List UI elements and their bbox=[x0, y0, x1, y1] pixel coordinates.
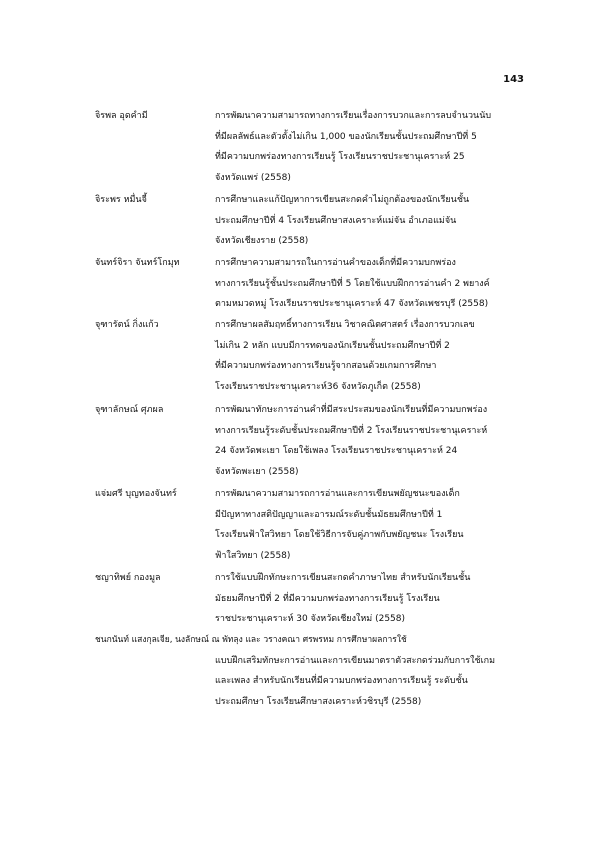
entry-title bbox=[215, 400, 537, 482]
entry-author: จิระพร หมื่นจี้ bbox=[95, 195, 147, 205]
entry-line: ราชประชานุเคราะห์ 30 จังหวัดเชียงใหม่ (2558) bbox=[215, 614, 406, 624]
entry-line: การศึกษาและแก้ปัญหาการเขียนสะกดคำไม่ถูกต้องของนักเรียนชั้น bbox=[215, 195, 470, 205]
entry-first-line bbox=[95, 630, 540, 651]
entry-line: การศึกษาผลการใช้ bbox=[336, 635, 407, 645]
entry-line: ที่มีความบกพร่องทางการเรียนรู้ โรงเรียนราชประชานุเคราะห์ 25 bbox=[215, 152, 465, 162]
entry-line: ทางการเรียนรู้ระดับชั้นประถมศึกษาปีที่ 2 โรงเรียนราชประชานุเคราะห์ bbox=[215, 425, 488, 436]
page-number: 143 bbox=[503, 74, 524, 85]
entry-author: ชญาทิพย์ กองมูล bbox=[95, 573, 161, 583]
entry-title bbox=[215, 568, 537, 630]
entry-line: แบบฝึกเสริมทักษะการอ่านและการเขียนมาตราตัวสะกดร่วมกับการใช้เกม bbox=[215, 655, 496, 666]
entry-line: มัธยมศึกษาปีที่ 2 ที่มีความบกพร่องทางการเรียนรู้ โรงเรียน bbox=[215, 593, 440, 604]
entry-line: โรงเรียนฟ้าใสวิทยา โดยใช้วิธีการจับคู่ภาพกับพยัญชนะ โรงเรียน bbox=[215, 530, 464, 540]
entry-line: ที่มีความบกพร่องทางการเรียนรู้จากสอนด้วยเกมการศึกษา bbox=[215, 361, 437, 371]
entry-line: และเพลง สำหรับนักเรียนที่มีความบกพร่องทางการเรียนรู้ ระดับชั้น bbox=[215, 676, 468, 686]
entry-line: จังหวัดเชียงราย (2558) bbox=[215, 236, 309, 246]
entry-title bbox=[215, 315, 537, 397]
entry-line: มีปัญหาทางสติปัญญาและอารมณ์ระดับชั้นมัธยมศึกษาปีที่ 1 bbox=[215, 509, 443, 520]
entry-title bbox=[215, 484, 537, 566]
entry-line: ที่มีผลลัพธ์และตัวตั้งไม่เกิน 1,000 ของนักเรียนชั้นประถมศึกษาปีที่ 5 bbox=[215, 131, 477, 142]
entry-line: ทางการเรียนรู้ชั้นประถมศึกษาปีที่ 5 โดยใช้แบบฝึกการอ่านคำ 2 พยางค์ bbox=[215, 278, 490, 289]
entry-author: จุฑาลักษณ์ ศุภผล bbox=[95, 405, 164, 415]
entry-line: การพัฒนาความสามารถการอ่านและการเขียนพยัญชนะของเด็ก bbox=[215, 489, 460, 499]
entry-title bbox=[215, 253, 537, 315]
entry-line: การพัฒนาความสามารถทางการเรียนเรื่องการบวกและการลบจำนวนนับ bbox=[215, 111, 492, 121]
entry-author: แจ่มศรี บุญทองจันทร์ bbox=[95, 489, 177, 499]
entry-author: จิรพล อุดคำมี bbox=[95, 111, 148, 121]
entry-author: จุฑารัตน์ กิ่งแก้ว bbox=[95, 320, 159, 330]
entry-line: การศึกษาความสามารถในการอ่านคำของเด็กที่มีความบกพร่อง bbox=[215, 258, 456, 268]
entry-line: ประถมศึกษา โรงเรียนศึกษาสงเคราะห์วชิรบุรี (2558) bbox=[215, 696, 422, 707]
entry-line: จังหวัดแพร่ (2558) bbox=[215, 172, 291, 183]
bibliography-entry bbox=[95, 630, 540, 712]
entry-author: ชนกนันท์ แสงกุลเจีย, นงลักษณ์ ณ พัทลุง และ วรางคณา ศรพรหม bbox=[95, 635, 335, 645]
entry-title bbox=[215, 190, 537, 252]
entry-line: โรงเรียนราชประชานุเคราะห์36 จังหวัดภูเก็ต (2558) bbox=[215, 381, 421, 392]
entry-line: การใช้แบบฝึกทักษะการเขียนสะกดคำภาษาไทย สำหรับนักเรียนชั้น bbox=[215, 573, 471, 583]
entry-line: ไม่เกิน 2 หลัก แบบมีการทดของนักเรียนชั้นประถมศึกษาปีที่ 2 bbox=[215, 340, 450, 351]
entry-line: ประถมศึกษาปีที่ 4 โรงเรียนศึกษาสงเคราะห์แม่จัน อำเภอแม่จัน bbox=[215, 215, 457, 226]
entry-line: 24 จังหวัดพะเยา โดยใช้เพลง โรงเรียนราชประชานุเคราะห์ 24 bbox=[215, 446, 458, 456]
entry-title bbox=[215, 651, 537, 713]
entry-line: การพัฒนาทักษะการอ่านคำที่มีสระประสมของนักเรียนที่มีความบกพร่อง bbox=[215, 405, 488, 415]
entry-line: ฟ้าใสวิทยา (2558) bbox=[215, 550, 291, 561]
entry-title bbox=[215, 106, 537, 188]
entry-line: ตามหมวดหมู่ โรงเรียนราชประชานุเคราะห์ 47 จังหวัดเพชรบุรี (2558) bbox=[215, 299, 489, 309]
entry-line: จังหวัดพะเยา (2558) bbox=[215, 466, 299, 477]
entry-line: การศึกษาผลสัมฤทธิ์ทางการเรียน วิชาคณิตศาสตร์ เรื่องการบวกเลข bbox=[215, 320, 475, 330]
entry-author: จันทร์จิรา จันทร์โกมุท bbox=[95, 258, 180, 268]
